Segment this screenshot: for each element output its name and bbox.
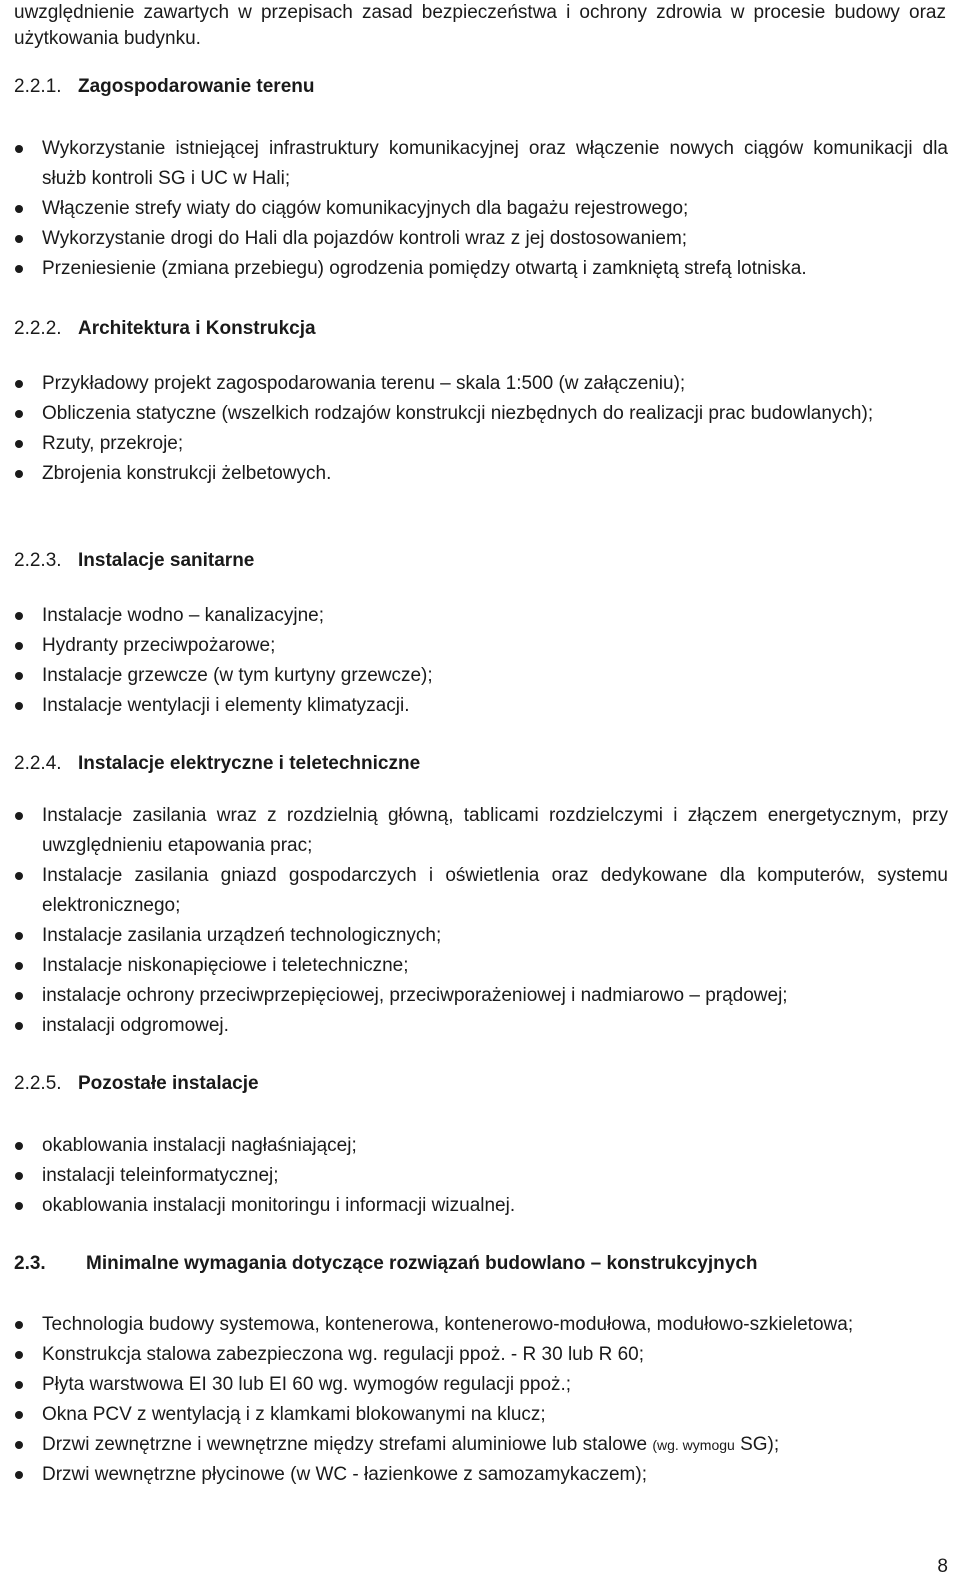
list-item: Przeniesienie (zmiana przebiegu) ogrodzenia pomiędzy otwartą i zamkniętą strefą lotniska. xyxy=(0,254,960,284)
section-title: Zagospodarowanie terenu xyxy=(78,76,315,97)
list-item: Hydranty przeciwpożarowe; xyxy=(0,631,960,661)
list-item: okablowania instalacji nagłaśniającej; xyxy=(0,1131,960,1161)
list-item: Instalacje grzewcze (w tym kurtyny grzewcze); xyxy=(0,661,960,691)
section-title: Architektura i Konstrukcja xyxy=(78,318,316,339)
bullet-icon xyxy=(15,1381,23,1389)
bullet-icon xyxy=(15,1321,23,1329)
list-item: Drzwi zewnętrzne i wewnętrzne między strefami aluminiowe lub stalowe (wg. wymogu SG); xyxy=(0,1430,960,1460)
bullet-icon xyxy=(15,1142,23,1150)
list-item: instalacji odgromowej. xyxy=(0,1011,960,1041)
list-item: Instalacje zasilania gniazd gospodarczych i oświetlenia oraz dedykowane dla komputerów, systemu elektronicznego; xyxy=(0,861,960,921)
list-2-3 xyxy=(0,1310,960,1490)
bullet-icon xyxy=(15,235,23,243)
bullet-icon xyxy=(15,1022,23,1030)
bullet-icon xyxy=(15,992,23,1000)
section-number: 2.2.3. xyxy=(14,550,62,571)
section-number: 2.2.4. xyxy=(14,753,62,774)
section-heading-2-3 xyxy=(14,1251,758,1277)
section-heading-2-2-3 xyxy=(14,548,254,574)
section-heading-2-2-4 xyxy=(14,751,420,777)
list-item: Wykorzystanie istniejącej infrastruktury komunikacyjnej oraz włączenie nowych ciągów komunikacji dla służb kontroli SG i UC w Hali; xyxy=(0,134,960,194)
list-item: instalacje ochrony przeciwprzepięciowej, przeciwporażeniowej i nadmiarowo – prądowej; xyxy=(0,981,960,1011)
bullet-icon xyxy=(15,410,23,418)
list-item: Wykorzystanie drogi do Hali dla pojazdów kontroli wraz z jej dostosowaniem; xyxy=(0,224,960,254)
list-2-2-4 xyxy=(0,801,960,1041)
bullet-icon xyxy=(15,1351,23,1359)
list-item: Płyta warstwowa EI 30 lub EI 60 wg. wymogów regulacji ppoż.; xyxy=(0,1370,960,1400)
list-item: Instalacje zasilania urządzeń technologicznych; xyxy=(0,921,960,951)
section-title: Pozostałe instalacje xyxy=(78,1073,259,1094)
section-heading-2-2-2 xyxy=(14,316,316,342)
list-item: Rzuty, przekroje; xyxy=(0,429,960,459)
bullet-icon xyxy=(15,872,23,880)
bullet-icon xyxy=(15,1471,23,1479)
list-item: Instalacje wentylacji i elementy klimatyzacji. xyxy=(0,691,960,721)
list-item: Instalacje wodno – kanalizacyjne; xyxy=(0,601,960,631)
bullet-icon xyxy=(15,962,23,970)
list-item: Instalacje zasilania wraz z rozdzielnią główną, tablicami rozdzielczymi i złączem energetycznym, przy uwzględnieniu etapowania prac; xyxy=(0,801,960,861)
list-item: instalacji teleinformatycznej; xyxy=(0,1161,960,1191)
bullet-icon xyxy=(15,265,23,273)
bullet-icon xyxy=(15,1172,23,1180)
list-item: okablowania instalacji monitoringu i informacji wizualnej. xyxy=(0,1191,960,1221)
list-item: Zbrojenia konstrukcji żelbetowych. xyxy=(0,459,960,489)
bullet-icon xyxy=(15,672,23,680)
list-item: Obliczenia statyczne (wszelkich rodzajów konstrukcji niezbędnych do realizacji prac budowlanych); xyxy=(0,399,960,429)
bullet-icon xyxy=(15,1202,23,1210)
bullet-icon xyxy=(15,1411,23,1419)
list-2-2-5 xyxy=(0,1131,960,1221)
section-title: Instalacje elektryczne i teletechniczne xyxy=(78,753,421,774)
list-item: Drzwi wewnętrzne płycinowe (w WC - łazienkowe z samozamykaczem); xyxy=(0,1460,960,1490)
list-item: Włączenie strefy wiaty do ciągów komunikacyjnych dla bagażu rejestrowego; xyxy=(0,194,960,224)
list-2-2-2 xyxy=(0,369,960,489)
list-item: Okna PCV z wentylacją i z klamkami blokowanymi na klucz; xyxy=(0,1400,960,1430)
list-item: Technologia budowy systemowa, kontenerowa, kontenerowo-modułowa, modułowo-szkieletowa; xyxy=(0,1310,960,1340)
bullet-icon xyxy=(15,205,23,213)
bullet-icon xyxy=(15,1441,23,1449)
bullet-icon xyxy=(15,612,23,620)
bullet-icon xyxy=(15,145,23,153)
bullet-icon xyxy=(15,812,23,820)
list-2-2-1 xyxy=(0,134,960,284)
list-2-2-3 xyxy=(0,601,960,721)
small-note: (wg. wymogu xyxy=(652,1437,735,1453)
list-item: Przykładowy projekt zagospodarowania terenu – skala 1:500 (w załączeniu); xyxy=(0,369,960,399)
section-heading-2-2-5 xyxy=(14,1071,259,1097)
bullet-icon xyxy=(15,380,23,388)
bullet-icon xyxy=(15,932,23,940)
section-title: Instalacje sanitarne xyxy=(78,550,255,571)
section-number: 2.2.5. xyxy=(14,1073,62,1094)
section-number: 2.2.1. xyxy=(14,76,62,97)
section-title: Minimalne wymagania dotyczące rozwiązań budowlano – konstrukcyjnych xyxy=(86,1253,758,1274)
section-heading-2-2-1 xyxy=(14,74,314,100)
bullet-icon xyxy=(15,642,23,650)
section-number: 2.2.2. xyxy=(14,318,62,339)
list-item: Instalacje niskonapięciowe i teletechniczne; xyxy=(0,951,960,981)
bullet-icon xyxy=(15,702,23,710)
list-item: Konstrukcja stalowa zabezpieczona wg. regulacji ppoż. - R 30 lub R 60; xyxy=(0,1340,960,1370)
page-number: 8 xyxy=(937,1556,948,1577)
bullet-icon xyxy=(15,440,23,448)
bullet-icon xyxy=(15,470,23,478)
intro-paragraph: uwzględnienie zawartych w przepisach zasad bezpieczeństwa i ochrony zdrowia w procesie budowy oraz użytkowania budynku. xyxy=(14,2,946,49)
section-number: 2.3. xyxy=(14,1253,46,1274)
